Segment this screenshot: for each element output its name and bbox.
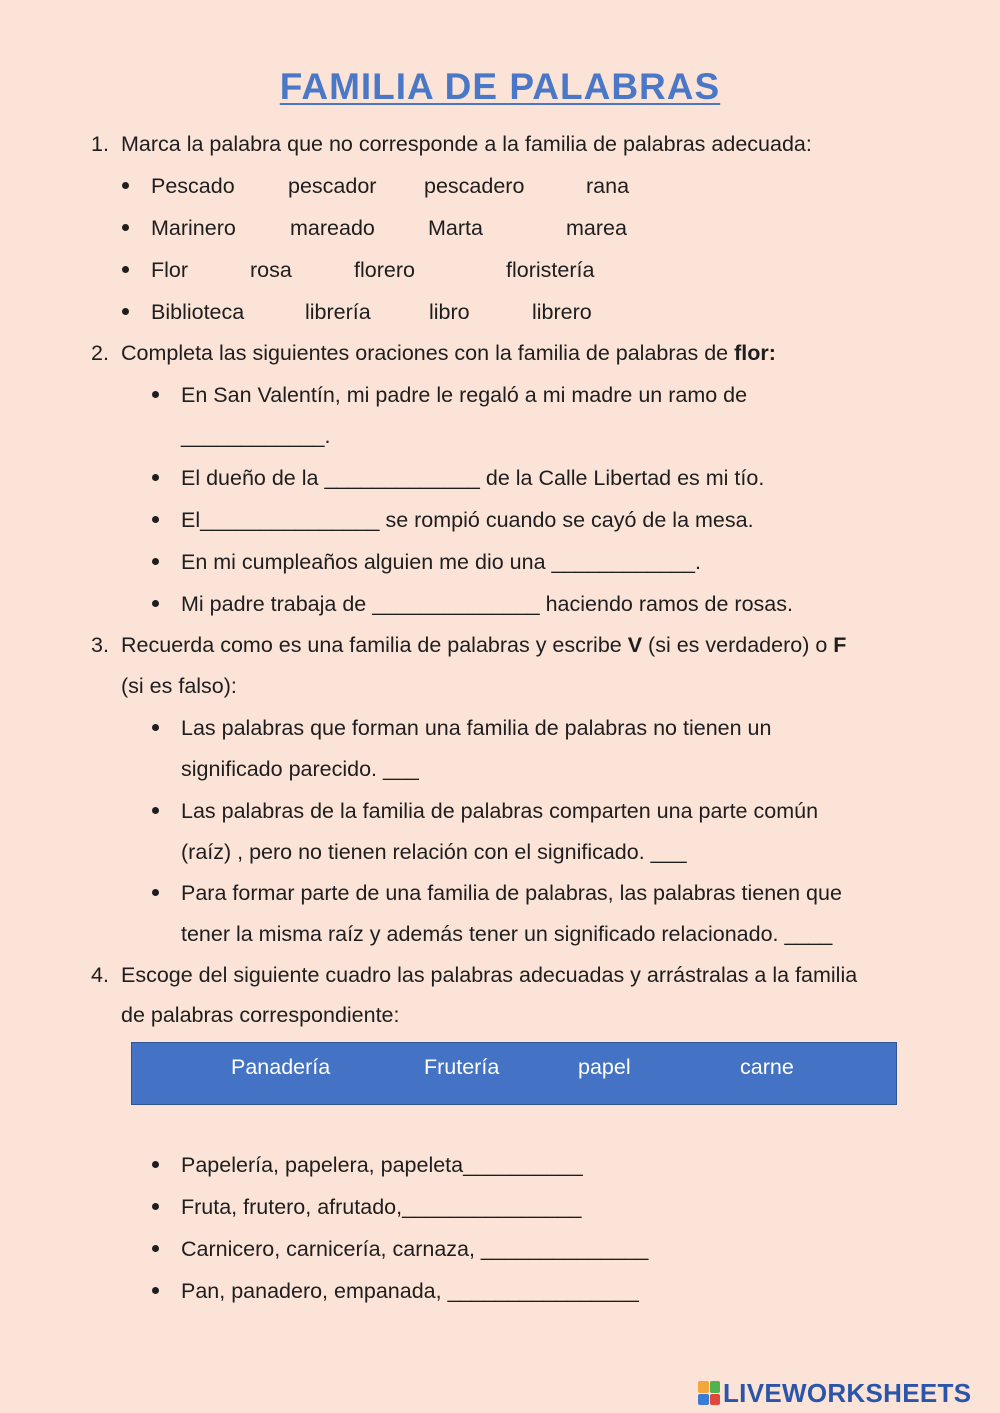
q3-bullet <box>152 889 159 896</box>
q4-family[interactable]: Pan, panadero, empanada, ________________ <box>181 1279 639 1303</box>
q1-word[interactable]: librería <box>305 300 371 324</box>
word-bank-box <box>131 1042 897 1105</box>
q4-bullet <box>152 1161 159 1168</box>
word-bank-item[interactable]: carne <box>740 1055 794 1079</box>
q1-word[interactable]: Pescado <box>151 174 235 198</box>
q1-word[interactable]: florero <box>354 258 415 282</box>
q1-number: 1. <box>91 132 109 156</box>
q1-word[interactable]: Marta <box>428 216 483 240</box>
q2-bullet <box>152 516 159 523</box>
q1-word[interactable]: Biblioteca <box>151 300 245 324</box>
word-bank-item[interactable]: Panadería <box>231 1055 331 1079</box>
word-bank-item[interactable]: papel <box>578 1055 631 1079</box>
q1-word[interactable]: mareado <box>290 216 375 240</box>
q4-family[interactable]: Fruta, frutero, afrutado,_______________ <box>181 1195 582 1219</box>
q2-bullet <box>152 600 159 607</box>
q1-bullet <box>122 182 129 189</box>
q3-instruction-cont: (si es falso): <box>121 674 237 698</box>
word-bank-item[interactable]: Frutería <box>424 1055 500 1079</box>
q2-bullet <box>152 474 159 481</box>
q3-number: 3. <box>91 633 109 657</box>
q3-bullet <box>152 807 159 814</box>
q3-statement: Para formar parte de una familia de palabras, las palabras tienen que <box>181 881 842 905</box>
q4-family[interactable]: Carnicero, carnicería, carnaza, ______________ <box>181 1237 649 1261</box>
q3-bullet <box>152 724 159 731</box>
q1-word[interactable]: rana <box>586 174 630 198</box>
logo-icon <box>698 1381 720 1405</box>
q4-bullet <box>152 1203 159 1210</box>
q1-bullet <box>122 308 129 315</box>
q4-bullet <box>152 1245 159 1252</box>
q1-word[interactable]: Flor <box>151 258 189 282</box>
q4-family[interactable]: Papelería, papelera, papeleta__________ <box>181 1153 583 1177</box>
q4-instruction-cont: de palabras correspondiente: <box>121 1003 400 1027</box>
liveworksheets-logo: LIVEWORKSHEETS <box>698 1376 971 1410</box>
q1-bullet <box>122 266 129 273</box>
q1-word[interactable]: floristería <box>506 258 595 282</box>
q3-statement: Las palabras que forman una familia de palabras no tienen un <box>181 716 772 740</box>
q1-word[interactable]: pescador <box>288 174 377 198</box>
q4-number: 4. <box>91 963 109 987</box>
worksheet-title: FAMILIA DE PALABRAS <box>279 66 721 107</box>
q3-statement[interactable]: tener la misma raíz y además tener un significado relacionado. ____ <box>181 922 833 946</box>
q1-bullet <box>122 224 129 231</box>
q2-instruction: Completa las siguientes oraciones con la familia de palabras de flor: <box>121 341 776 365</box>
q1-word[interactable]: pescadero <box>424 174 525 198</box>
q4-instruction: Escoge del siguiente cuadro las palabras adecuadas y arrástralas a la familia <box>121 963 858 987</box>
q2-sentence[interactable]: El dueño de la _____________ de la Calle Libertad es mi tío. <box>181 466 765 490</box>
q2-bullet <box>152 558 159 565</box>
q1-word[interactable]: Marinero <box>151 216 236 240</box>
q2-sentence[interactable]: Mi padre trabaja de ______________ haciendo ramos de rosas. <box>181 592 793 616</box>
q1-word[interactable]: librero <box>532 300 592 324</box>
q2-sentence[interactable]: El_______________ se rompió cuando se cayó de la mesa. <box>181 508 754 532</box>
q2-bullet <box>152 391 159 398</box>
q2-blank[interactable]: ____________. <box>181 424 331 448</box>
q3-statement[interactable]: (raíz) , pero no tienen relación con el significado. ___ <box>181 840 687 864</box>
q2-sentence: En San Valentín, mi padre le regaló a mi madre un ramo de <box>181 383 748 407</box>
q1-word[interactable]: marea <box>566 216 627 240</box>
q1-instruction: Marca la palabra que no corresponde a la familia de palabras adecuada: <box>121 132 812 156</box>
q2-sentence[interactable]: En mi cumpleaños alguien me dio una ____________. <box>181 550 701 574</box>
q3-statement[interactable]: significado parecido. ___ <box>181 757 419 781</box>
q1-word[interactable]: rosa <box>250 258 292 282</box>
q3-instruction: Recuerda como es una familia de palabras y escribe V (si es verdadero) o F <box>121 633 847 657</box>
q2-number: 2. <box>91 341 109 365</box>
q4-bullet <box>152 1287 159 1294</box>
q1-word[interactable]: libro <box>429 300 470 324</box>
q3-statement: Las palabras de la familia de palabras comparten una parte común <box>181 799 819 823</box>
